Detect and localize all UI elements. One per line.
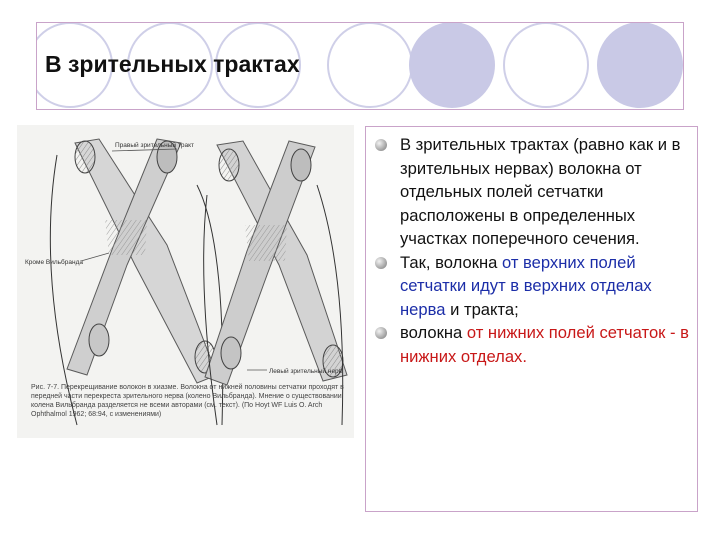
figure-label-left: Кроме Вильбранда	[25, 259, 84, 266]
bullet-text-pre: Так, волокна	[400, 252, 502, 272]
bullet-text-pre: волокна	[400, 323, 467, 342]
bullet-icon	[375, 139, 387, 151]
bullet-icon	[375, 327, 387, 339]
bullet-icon	[375, 257, 387, 269]
decor-circle	[597, 22, 683, 108]
bullet-item	[374, 251, 694, 322]
bullet-list	[374, 133, 694, 368]
content-frame	[365, 126, 698, 512]
bullet-item	[374, 321, 694, 368]
bullet-text-post: и тракта;	[445, 299, 519, 319]
figure-label-top: Правый зрительный тракт	[115, 142, 194, 149]
bullet-text: В зрительных трактах (равно как и в зрительных нервах) волокна от отдельных полей сетчатки расположены в определенных участках поперечного сечения.	[400, 135, 681, 248]
decor-circle	[503, 22, 589, 108]
decor-circle	[409, 22, 495, 108]
figure-label-bottom: Левый зрительный нерв	[269, 368, 343, 375]
chiasm-illustration	[17, 125, 354, 438]
bullet-item	[374, 133, 694, 251]
title-frame	[36, 22, 684, 110]
chiasm-figure	[17, 125, 354, 438]
figure-caption: Рис. 7-7. Перекрещивание волокон в хиазме. Волокна от нижней половины сетчатки проходят в передней части перекреста зрительного нерва (колено Вильбранда). Мнение о существовании колена Вильбранда разделяется не всеми авторами (см. текст). (По Hoyt WF Luis O. Arch Ophthalmol 1962; 68:94, с изменениями)	[31, 384, 344, 418]
bullet-highlight-red: от нижних полей сетчаток - в нижних отделах.	[400, 323, 689, 366]
bullet-highlight-blue: от верхних полей сетчатки идут в верхних отделах нерва	[400, 252, 652, 319]
slide-title: В зрительных трактах	[45, 51, 300, 77]
decor-circle	[327, 22, 413, 108]
